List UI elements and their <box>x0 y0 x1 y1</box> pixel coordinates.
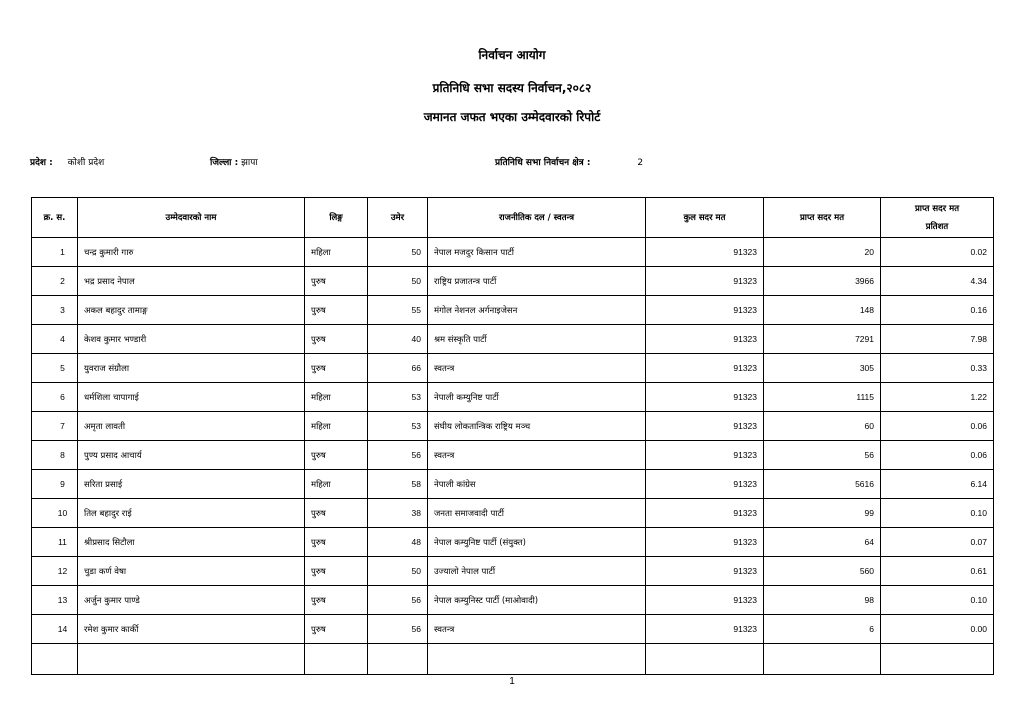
cell-percent: 0.00 <box>881 615 994 644</box>
cell-gender: पुरुष <box>305 296 368 325</box>
empty-cell <box>764 644 881 675</box>
cell-sn-text: 3 <box>60 305 65 315</box>
cell-candidate-name: धर्मशिला चापागाई <box>78 383 305 412</box>
cell-party: स्वतन्त्र <box>428 615 646 644</box>
cell-percent: 0.10 <box>881 499 994 528</box>
cell-sn <box>32 267 78 296</box>
cell-gender: पुरुष <box>305 615 368 644</box>
report-org-title: निर्वाचन आयोग <box>478 48 546 62</box>
cell-sn <box>32 528 78 557</box>
page-number: 1 <box>509 676 515 687</box>
empty-cell <box>305 644 368 675</box>
cell-age: 50 <box>368 238 428 267</box>
cell-age: 40 <box>368 325 428 354</box>
cell-received-votes: 56 <box>764 441 881 470</box>
cell-total-votes: 91323 <box>646 325 764 354</box>
cell-party: मंगोल नेशनल अर्गनाइजेसन <box>428 296 646 325</box>
results-table <box>31 197 994 675</box>
cell-percent: 1.22 <box>881 383 994 412</box>
col-header-received-votes: प्राप्त सदर मत <box>764 198 881 238</box>
cell-received-votes: 64 <box>764 528 881 557</box>
cell-gender: पुरुष <box>305 354 368 383</box>
cell-percent: 0.06 <box>881 412 994 441</box>
cell-percent: 4.34 <box>881 267 994 296</box>
cell-party: नेपाल कम्युनिस्ट पार्टी (माओवादी) <box>428 586 646 615</box>
col-header-percent-line1: प्राप्त सदर मत <box>914 203 960 214</box>
constituency-info <box>495 155 643 168</box>
district-label: जिल्ला : <box>210 158 239 168</box>
cell-party: राष्ट्रिय प्रजातन्त्र पार्टी <box>428 267 646 296</box>
cell-sn-text: 12 <box>57 566 68 576</box>
cell-sn <box>32 238 78 267</box>
cell-sn-text: 14 <box>57 624 68 634</box>
cell-percent: 0.06 <box>881 441 994 470</box>
cell-percent: 0.10 <box>881 586 994 615</box>
cell-sn-text: 4 <box>60 334 65 344</box>
constituency-label: प्रतिनिधि सभा निर्वाचन क्षेत्र : <box>495 158 591 168</box>
cell-sn-text: 13 <box>57 595 68 605</box>
cell-percent: 0.07 <box>881 528 994 557</box>
cell-total-votes: 91323 <box>646 412 764 441</box>
table-row <box>32 267 994 296</box>
cell-percent: 0.33 <box>881 354 994 383</box>
district-value: झापा <box>241 158 258 168</box>
cell-candidate-name: युवराज संग्रौला <box>78 354 305 383</box>
province-value: कोशी प्रदेश <box>67 158 105 168</box>
cell-gender: पुरुष <box>305 557 368 586</box>
cell-age: 48 <box>368 528 428 557</box>
cell-sn <box>32 296 78 325</box>
cell-received-votes: 1115 <box>764 383 881 412</box>
empty-cell <box>368 644 428 675</box>
cell-age: 58 <box>368 470 428 499</box>
cell-candidate-name: केशव कुमार भण्डारी <box>78 325 305 354</box>
cell-age: 53 <box>368 412 428 441</box>
cell-sn <box>32 615 78 644</box>
cell-candidate-name: चन्द्र कुमारी गारु <box>78 238 305 267</box>
empty-cell <box>428 644 646 675</box>
cell-sn-text: 8 <box>60 450 65 460</box>
cell-total-votes: 91323 <box>646 470 764 499</box>
cell-total-votes: 91323 <box>646 267 764 296</box>
province-info <box>30 155 104 168</box>
cell-received-votes: 6 <box>764 615 881 644</box>
cell-age: 56 <box>368 586 428 615</box>
cell-total-votes: 91323 <box>646 615 764 644</box>
cell-percent: 6.14 <box>881 470 994 499</box>
cell-party: श्रम संस्कृति पार्टी <box>428 325 646 354</box>
cell-total-votes: 91323 <box>646 586 764 615</box>
cell-percent: 7.98 <box>881 325 994 354</box>
cell-age: 66 <box>368 354 428 383</box>
report-election-title: प्रतिनिधि सभा सदस्य निर्वाचन,२०८२ <box>432 81 592 95</box>
cell-candidate-name: पुण्य प्रसाद आचार्य <box>78 441 305 470</box>
cell-received-votes: 5616 <box>764 470 881 499</box>
cell-gender: महिला <box>305 238 368 267</box>
cell-age: 56 <box>368 441 428 470</box>
cell-sn-text: 11 <box>58 537 67 547</box>
cell-received-votes: 3966 <box>764 267 881 296</box>
cell-percent: 0.61 <box>881 557 994 586</box>
cell-gender: पुरुष <box>305 586 368 615</box>
cell-party: उज्यालो नेपाल पार्टी <box>428 557 646 586</box>
cell-sn-text: 10 <box>57 508 68 518</box>
cell-party: नेपाल कम्युनिष्ट पार्टी (संयुक्त) <box>428 528 646 557</box>
cell-party: स्वतन्त्र <box>428 441 646 470</box>
table-row <box>32 296 994 325</box>
col-header-party: राजनीतिक दल / स्वतन्त्र <box>428 198 646 238</box>
cell-age: 55 <box>368 296 428 325</box>
table-row <box>32 615 994 644</box>
cell-received-votes: 560 <box>764 557 881 586</box>
cell-sn <box>32 325 78 354</box>
cell-percent: 0.02 <box>881 238 994 267</box>
cell-total-votes: 91323 <box>646 383 764 412</box>
cell-total-votes: 91323 <box>646 441 764 470</box>
table-row <box>32 354 994 383</box>
cell-received-votes: 148 <box>764 296 881 325</box>
cell-candidate-name: अमृता लावती <box>78 412 305 441</box>
cell-gender: पुरुष <box>305 267 368 296</box>
cell-party: संघीय लोकतान्त्रिक राष्ट्रिय मञ्च <box>428 412 646 441</box>
table-row <box>32 325 994 354</box>
table-header-row <box>32 198 994 238</box>
constituency-value: 2 <box>637 158 644 168</box>
cell-party: जनता समाजवादी पार्टी <box>428 499 646 528</box>
cell-age: 38 <box>368 499 428 528</box>
cell-gender: महिला <box>305 470 368 499</box>
table-row <box>32 441 994 470</box>
cell-candidate-name: सरिता प्रसाई <box>78 470 305 499</box>
empty-cell <box>881 644 994 675</box>
table-row <box>32 470 994 499</box>
cell-gender: पुरुष <box>305 325 368 354</box>
cell-received-votes: 20 <box>764 238 881 267</box>
table-row <box>32 412 994 441</box>
cell-gender: पुरुष <box>305 528 368 557</box>
cell-received-votes: 305 <box>764 354 881 383</box>
cell-received-votes: 60 <box>764 412 881 441</box>
col-header-name: उम्मेदवारको नाम <box>78 198 305 238</box>
cell-gender: महिला <box>305 383 368 412</box>
cell-sn-text: 5 <box>60 363 65 373</box>
cell-sn <box>32 383 78 412</box>
cell-total-votes: 91323 <box>646 296 764 325</box>
col-header-percent <box>881 198 994 238</box>
table-row <box>32 238 994 267</box>
table-filler-row <box>32 644 994 675</box>
cell-gender: महिला <box>305 412 368 441</box>
cell-total-votes: 91323 <box>646 354 764 383</box>
cell-sn-text: 7 <box>60 421 65 431</box>
cell-total-votes: 91323 <box>646 238 764 267</box>
cell-candidate-name: अर्जुन कुमार पाण्डे <box>78 586 305 615</box>
cell-sn <box>32 557 78 586</box>
cell-sn-text: 2 <box>60 276 65 286</box>
cell-candidate-name: तिल बहादुर राई <box>78 499 305 528</box>
cell-total-votes: 91323 <box>646 499 764 528</box>
cell-received-votes: 99 <box>764 499 881 528</box>
cell-candidate-name: श्रीप्रसाद सिटौला <box>78 528 305 557</box>
cell-sn <box>32 441 78 470</box>
col-header-total-votes: कुल सदर मत <box>646 198 764 238</box>
cell-sn <box>32 470 78 499</box>
cell-age: 50 <box>368 557 428 586</box>
cell-party: नेपाल मजदुर किसान पार्टी <box>428 238 646 267</box>
cell-party: नेपाली कांग्रेस <box>428 470 646 499</box>
cell-gender: पुरुष <box>305 499 368 528</box>
table-row <box>32 586 994 615</box>
empty-cell <box>32 644 78 675</box>
district-info <box>210 155 258 168</box>
cell-sn-text: 6 <box>60 392 65 402</box>
cell-candidate-name: अकल बहादुर तामाङ्ग <box>78 296 305 325</box>
empty-cell <box>78 644 305 675</box>
cell-received-votes: 98 <box>764 586 881 615</box>
cell-candidate-name: रमेश कुमार कार्की <box>78 615 305 644</box>
cell-sn <box>32 412 78 441</box>
cell-sn-text: 1 <box>60 247 65 257</box>
report-subtitle: जमानत जफत भएका उम्मेदवारको रिपोर्ट <box>423 110 601 124</box>
cell-party: स्वतन्त्र <box>428 354 646 383</box>
cell-total-votes: 91323 <box>646 528 764 557</box>
cell-candidate-name: भद्र प्रसाद नेपाल <box>78 267 305 296</box>
table-row <box>32 499 994 528</box>
cell-sn <box>32 499 78 528</box>
col-header-age: उमेर <box>368 198 428 238</box>
cell-party: नेपाली कम्युनिष्ट पार्टी <box>428 383 646 412</box>
empty-cell <box>646 644 764 675</box>
cell-sn <box>32 586 78 615</box>
cell-received-votes: 7291 <box>764 325 881 354</box>
cell-sn <box>32 354 78 383</box>
province-label: प्रदेश : <box>30 158 53 168</box>
col-header-percent-line2: प्रतिशत <box>925 221 949 232</box>
cell-candidate-name: चुडा कर्ण वेषा <box>78 557 305 586</box>
cell-age: 56 <box>368 615 428 644</box>
col-header-gender: लिङ्ग <box>305 198 368 238</box>
cell-age: 50 <box>368 267 428 296</box>
cell-total-votes: 91323 <box>646 557 764 586</box>
table-row <box>32 528 994 557</box>
table-row <box>32 557 994 586</box>
cell-gender: पुरुष <box>305 441 368 470</box>
cell-percent: 0.16 <box>881 296 994 325</box>
cell-sn-text: 9 <box>60 479 65 489</box>
table-row <box>32 383 994 412</box>
col-header-sn: क्र. स. <box>32 198 78 238</box>
cell-age: 53 <box>368 383 428 412</box>
